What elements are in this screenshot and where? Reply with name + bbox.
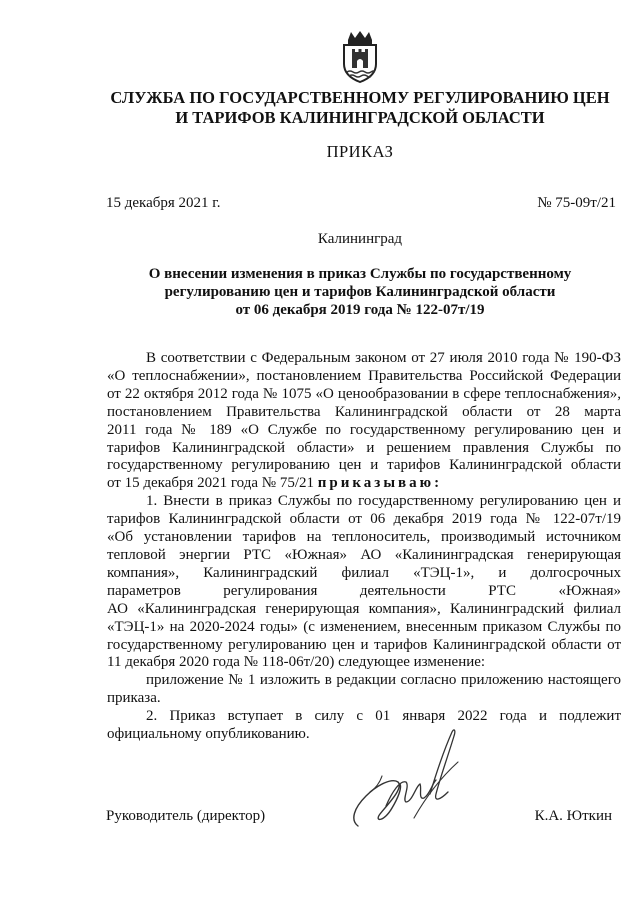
item1-line: тепловой энергии РТС «Южная» АО «Калининградская генерирующая: [107, 546, 621, 563]
title-line: регулированию цен и тарифов Калининградской области: [164, 284, 556, 300]
item1-line: «Об установлении тарифов на теплоноситель, производимый источником: [107, 529, 621, 546]
document-title: [60, 265, 640, 319]
item1-line: 11 декабря 2020 года № 118-06т/20) следующее изменение:: [107, 654, 486, 671]
preamble-line: государственному регулированию цен и тарифов Калининградской области: [107, 457, 621, 474]
order-word: приказываю:: [317, 475, 443, 492]
title-line: О внесении изменения в приказ Службы по государственному: [148, 266, 572, 282]
item1-line: параметров регулирования деятельности РТС «Южная»: [107, 582, 621, 599]
preamble-line: 2011 года № 189 «О Службе по государственному регулированию цен и: [107, 421, 621, 438]
organization-name-line: СЛУЖБА ПО ГОСУДАРСТВЕННОМУ РЕГУЛИРОВАНИЮ ЦЕН: [110, 88, 610, 107]
item1-sub-line: приказа.: [107, 690, 161, 707]
item1-line: государственному регулированию цен и тарифов Калининградской области от: [107, 636, 621, 653]
title-line: от 06 декабря 2019 года № 122-07т/19: [235, 302, 485, 318]
handwritten-signature: [340, 722, 470, 842]
item2-line: 2. Приказ вступает в силу с 01 января 2022 года и подлежит: [146, 708, 621, 725]
preamble-line: постановлением Правительства Калининградской области от 28 марта: [107, 403, 621, 420]
preamble-line: тарифов Калининградской области» и решением правления Службы по: [107, 439, 621, 456]
preamble-line: «О теплоснабжении», постановлением Правительства Российской Федерации: [107, 367, 621, 384]
preamble-line: [107, 475, 621, 493]
document-number: № 75-09т/21: [537, 195, 616, 211]
preamble-last-text: от 15 декабря 2021 года № 75/21: [107, 475, 315, 492]
signatory-name: К.А. Юткин: [534, 808, 612, 824]
item1-line: 1. Внести в приказ Службы по государственному регулированию цен и: [146, 493, 621, 510]
coat-of-arms-icon: [338, 30, 382, 84]
document-body: [107, 350, 621, 744]
preamble-line: от 22 октября 2012 года № 1075 «О ценообразовании в сфере теплоснабжения»,: [107, 385, 621, 402]
document-type: ПРИКАЗ: [326, 142, 394, 161]
item1-line: компания», Калининградский филиал «ТЭЦ-1», и долгосрочных: [107, 564, 621, 581]
item1-sub-line: приложение № 1 изложить в редакции согласно приложению настоящего: [146, 672, 621, 689]
item1-line: АО «Калининградская генерирующая компания», Калининградский филиал: [107, 600, 621, 617]
organization-name-line: И ТАРИФОВ КАЛИНИНГРАДСКОЙ ОБЛАСТИ: [175, 108, 545, 127]
document-date: 15 декабря 2021 г.: [106, 195, 221, 211]
document-city: Калининград: [317, 231, 403, 247]
item2-line: официальному опубликованию.: [107, 726, 310, 743]
item1-line: тарифов Калининградской области от 06 декабря 2019 года № 122-07т/19: [107, 511, 621, 528]
preamble-line: В соответствии с Федеральным законом от 27 июля 2010 года № 190-ФЗ: [146, 350, 621, 366]
item1-line: «ТЭЦ-1» на 2020-2024 годы» (с изменением, внесенным приказом Службы по: [107, 618, 621, 635]
signatory-role: Руководитель (директор): [106, 808, 266, 824]
organization-name: [60, 88, 640, 128]
